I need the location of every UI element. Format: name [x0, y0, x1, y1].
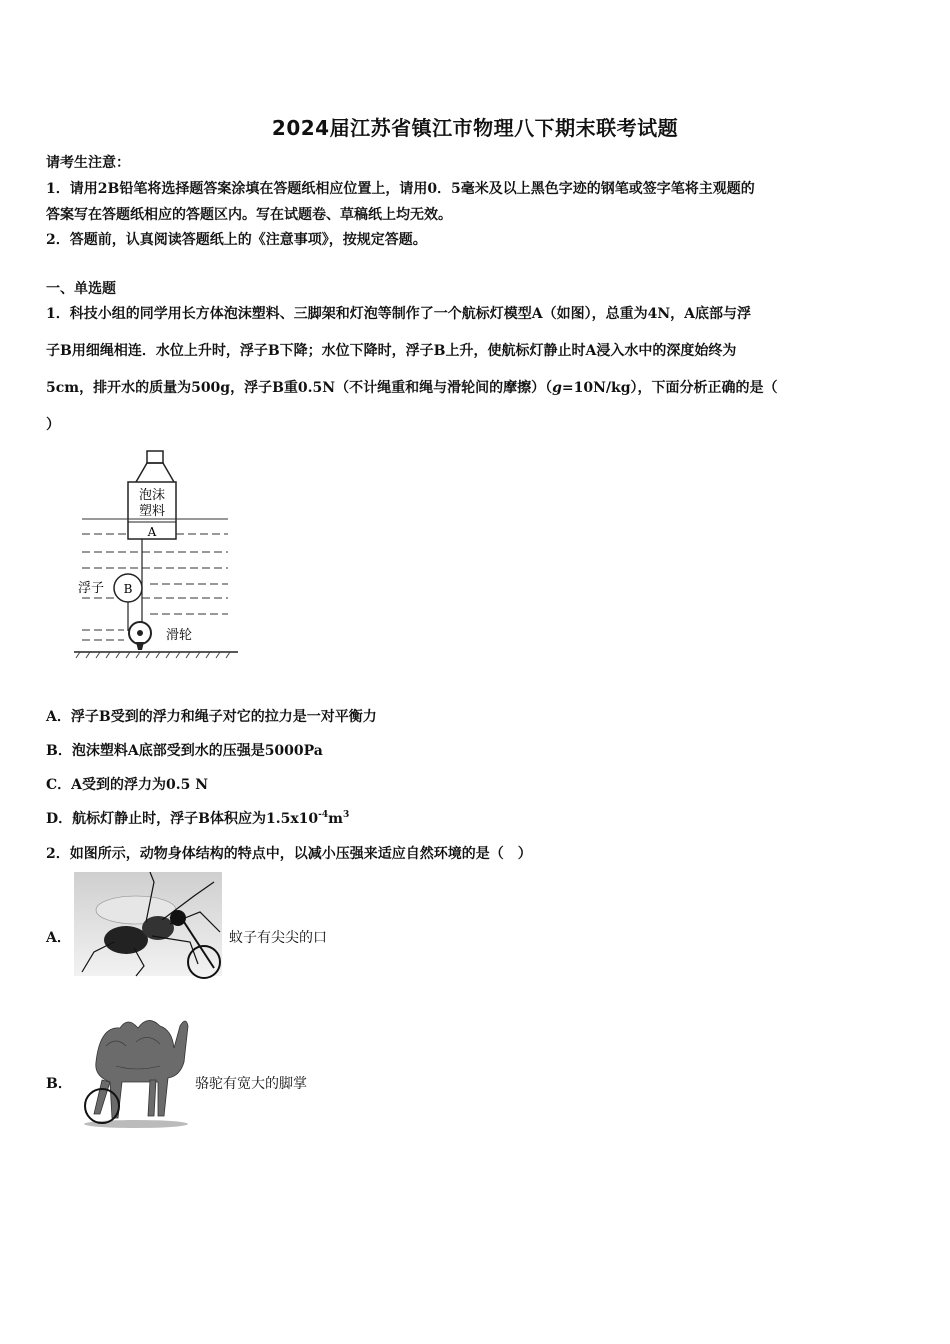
section-heading: 一、单选题	[46, 281, 116, 297]
label-a: A	[147, 525, 157, 539]
label-b: B	[123, 582, 133, 596]
q1-line-1: 1．科技小组的同学用长方体泡沫塑料、三脚架和灯泡等制作了一个航标灯模型A（如图），总重为4N，A底部与浮	[46, 306, 752, 322]
q1-option-c: C．A受到的浮力为0.5 N	[46, 777, 209, 793]
q1-line-3-b: =10N/kg），下面分析正确的是（	[561, 380, 778, 396]
q1-g-symbol: g	[552, 380, 562, 396]
q2-option-a-letter: A．	[46, 930, 71, 946]
lamp-cap	[147, 451, 163, 463]
lamp-tripod	[136, 463, 174, 482]
q1-option-d-unit: m	[328, 811, 343, 827]
q2-option-a-text: 蚊子有尖尖的口	[229, 930, 327, 946]
notice-line-1: 1．请用2B铅笔将选择题答案涂填在答题纸相应位置上，请用0．5毫米及以上黑色字迹的钢笔或签字笔将主观题的	[46, 181, 755, 197]
q1-line-3-a: 5cm，排开水的质量为500g，浮子B重0.5N（不计绳重和绳与滑轮间的摩擦）（	[46, 380, 553, 396]
q2-option-b-letter: B．	[46, 1076, 72, 1092]
q1-option-d-unit-exp: 3	[343, 810, 350, 820]
q1-option-d	[46, 808, 349, 828]
q2-option-b-text: 骆驼有宽大的脚掌	[195, 1076, 307, 1092]
q1-line-2: 子B用细绳相连．水位上升时，浮子B下降；水位下降时，浮子B上升，使航标灯静止时A浸入水中的深度始终为	[46, 343, 737, 359]
foam-label-1: 泡沫	[138, 488, 166, 503]
page-title: 2024届江苏省镇江市物理八下期末联考试题	[271, 116, 679, 140]
nav-light-figure	[70, 446, 250, 666]
q2-stem: 2．如图所示，动物身体结构的特点中，以减小压强来适应自然环境的是（ ）	[46, 846, 532, 862]
q1-line-4: ）	[46, 417, 60, 433]
notice-heading: 请考生注意：	[46, 155, 130, 171]
q1-option-d-text: D．航标灯静止时，浮子B体积应为1.5x10	[46, 811, 319, 827]
notice-line-3: 2．答题前，认真阅读答题纸上的《注意事项》，按规定答题。	[46, 232, 427, 248]
q1-option-b: B．泡沫塑料A底部受到水的压强是5000Pa	[46, 743, 323, 759]
float-label: 浮子	[78, 581, 105, 596]
mosquito-image	[74, 872, 226, 980]
foam-label-2: 塑料	[138, 504, 166, 519]
camel-image	[76, 1006, 192, 1130]
q1-option-a: A．浮子B受到的浮力和绳子对它的拉力是一对平衡力	[46, 709, 377, 725]
q1-option-d-exp: -4	[318, 810, 329, 820]
notice-line-2: 答案写在答题纸相应的答题区内。写在试题卷、草稿纸上均无效。	[46, 207, 452, 223]
q1-line-3	[46, 377, 778, 397]
pulley-label: 滑轮	[166, 628, 193, 643]
